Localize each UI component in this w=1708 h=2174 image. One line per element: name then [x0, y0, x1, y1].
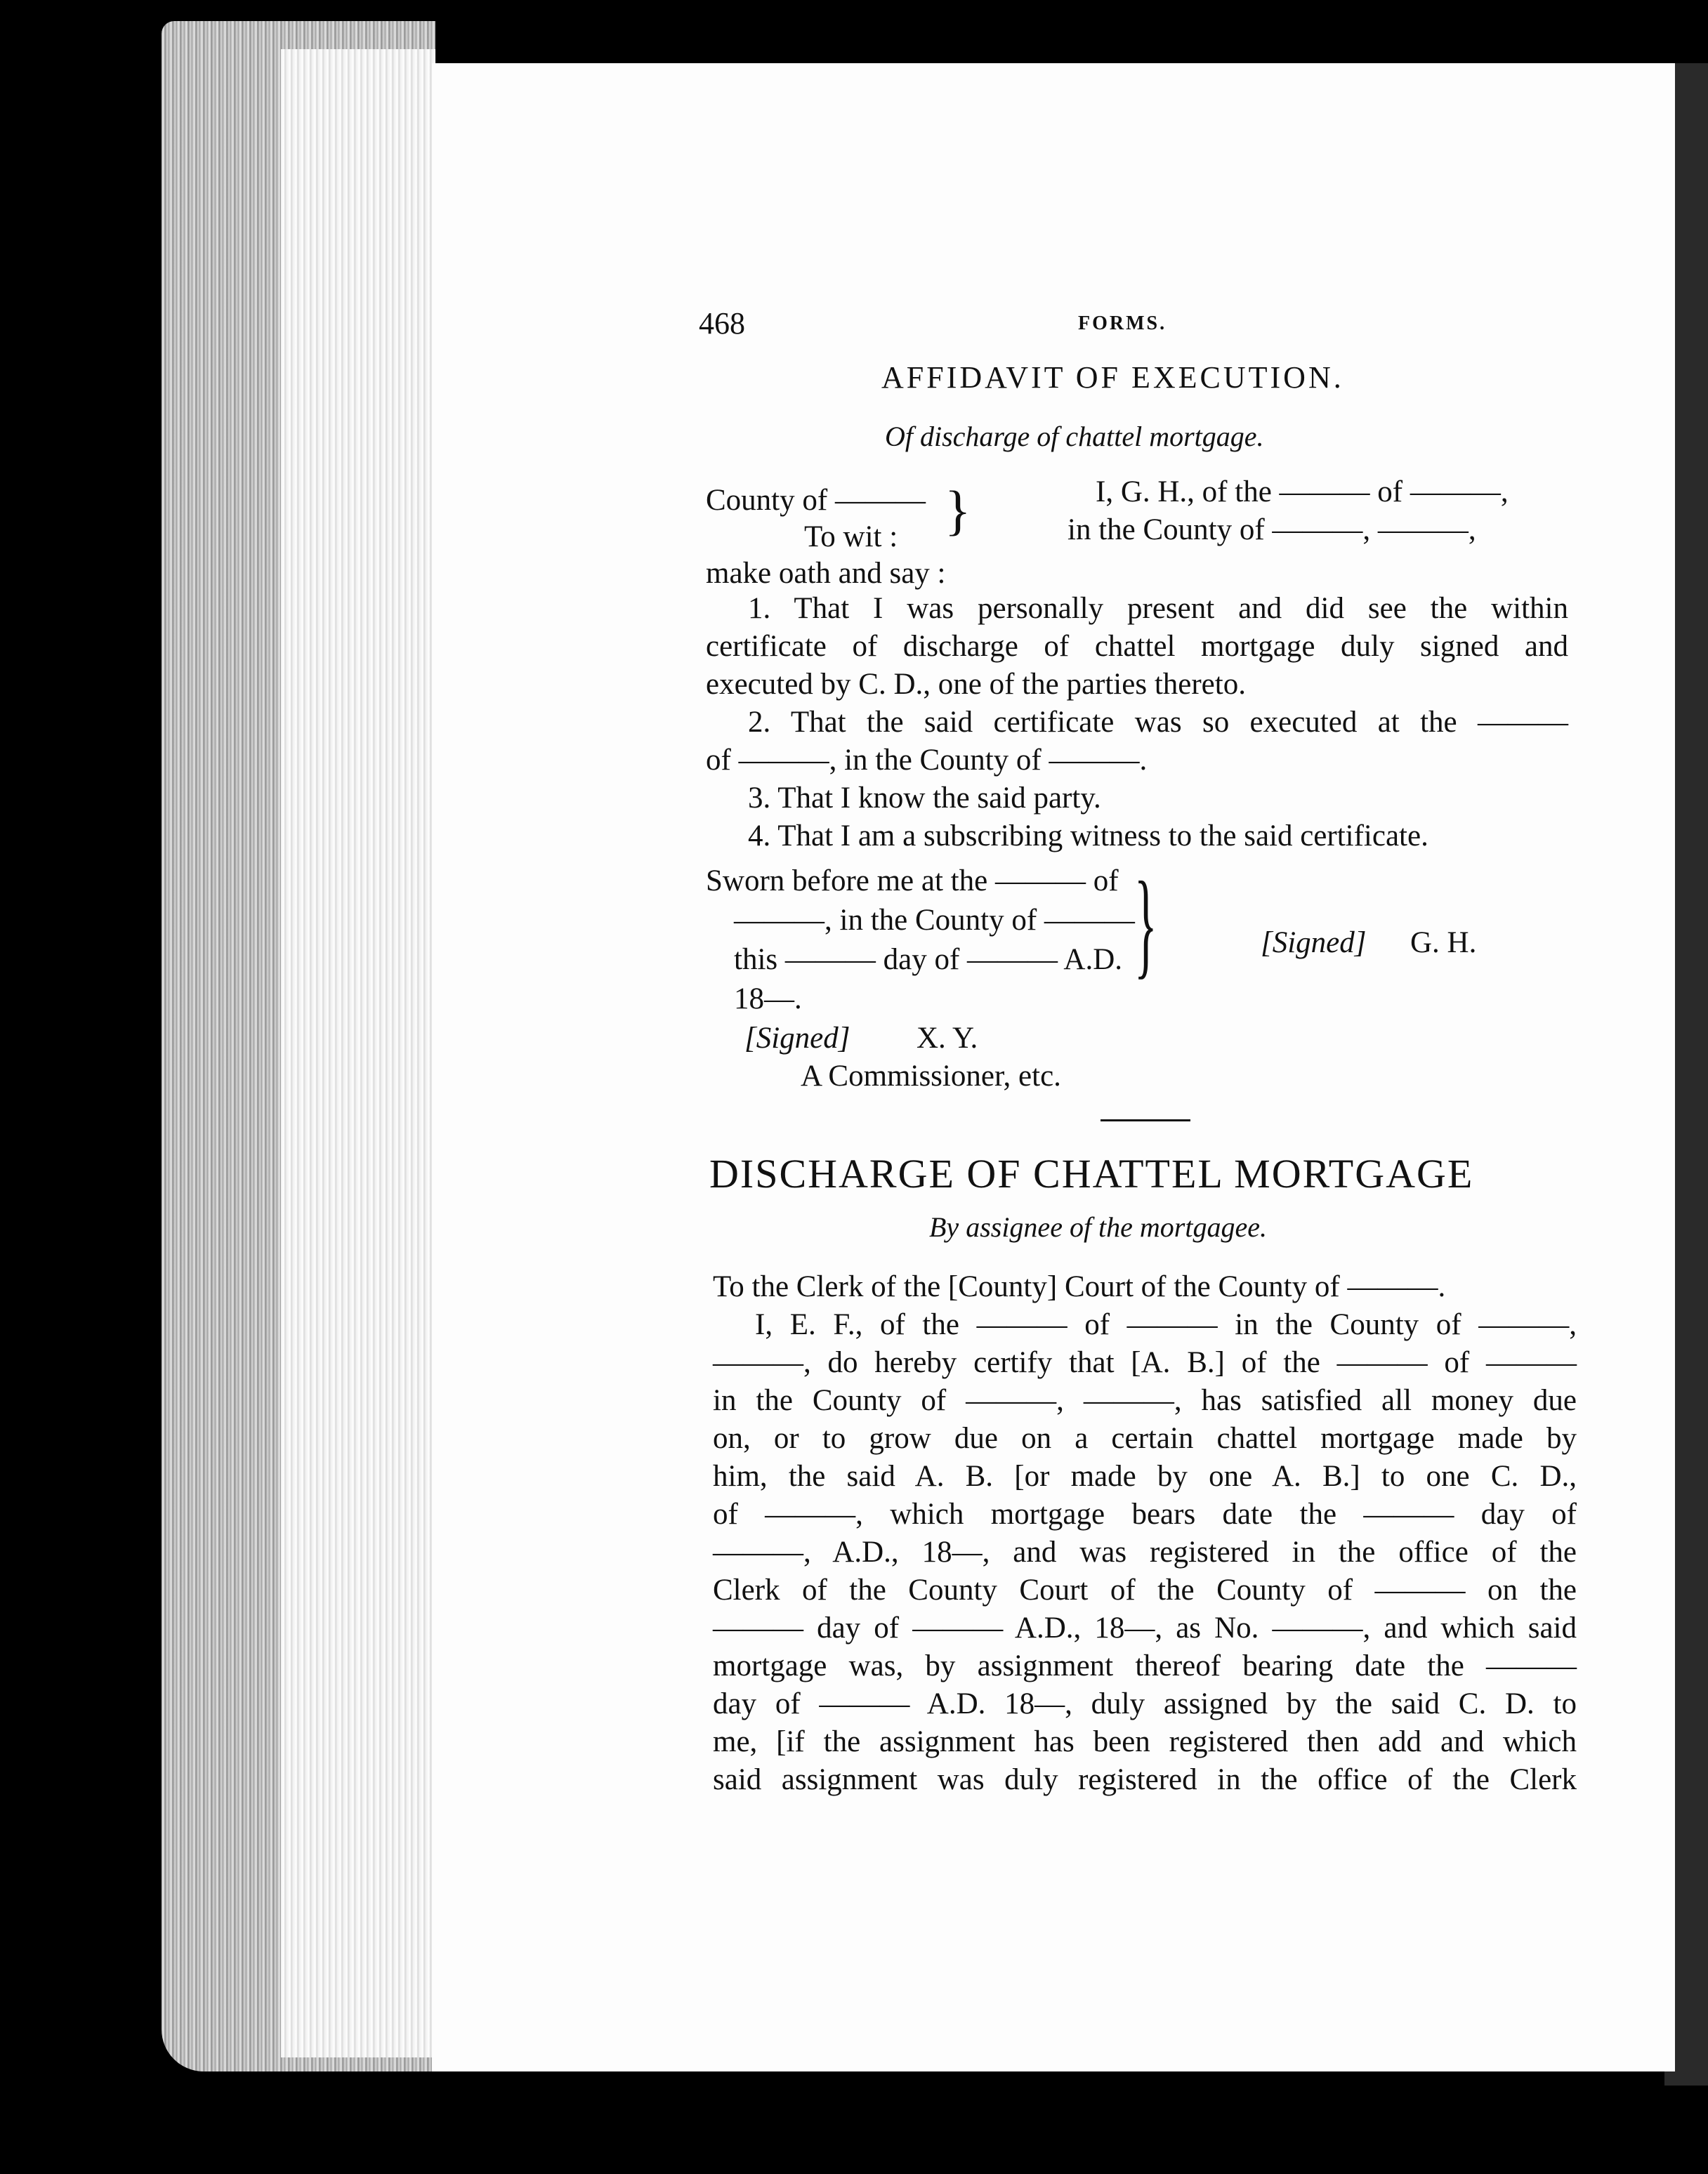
paragraph-2-line-2: of ———, in the County of ———.: [706, 744, 1148, 777]
discharge-line-11: mortgage was, by assignment thereof bearing date the ———: [713, 1649, 1577, 1682]
jurat-line-2: ———, in the County of ———: [734, 904, 1135, 937]
discharge-line-9: Clerk of the County Court of the County of ——— on the: [713, 1574, 1577, 1607]
discharge-subtitle: By assignee of the mortgagee.: [929, 1211, 1267, 1243]
discharge-line-4: in the County of ———, ———, has satisfied all money due: [713, 1384, 1577, 1417]
discharge-line-7: of ———, which mortgage bears date the ——— day of: [713, 1498, 1577, 1531]
signed-label-right: [Signed]: [1261, 926, 1367, 959]
running-head: FORMS.: [1078, 312, 1167, 334]
caption-line-2: in the County of ———, ———,: [1068, 513, 1476, 546]
paragraph-1-line-3: executed by C. D., one of the parties thereto.: [706, 668, 1246, 701]
discharge-line-1: To the Clerk of the [County] Court of the County of ———.: [713, 1270, 1446, 1303]
commissioner-title: A Commissioner, etc.: [801, 1060, 1061, 1093]
section-divider: [1101, 1119, 1190, 1121]
affidavit-subtitle: Of discharge of chattel mortgage.: [885, 421, 1264, 452]
page-number: 468: [699, 306, 745, 341]
discharge-line-10: ——— day of ——— A.D., 18—, as No. ———, and which said: [713, 1612, 1577, 1645]
paragraph-1-line-1: 1. That I was personally present and did see the within: [748, 592, 1568, 625]
affidavit-title: AFFIDAVIT OF EXECUTION.: [881, 360, 1344, 395]
jurat-line-1: Sworn before me at the ——— of: [706, 864, 1119, 897]
paragraph-2-line-1: 2. That the said certificate was so executed at the ———: [748, 706, 1568, 739]
venue-to-wit: To wit :: [804, 520, 898, 553]
discharge-title: DISCHARGE OF CHATTEL MORTGAGE: [709, 1151, 1474, 1197]
discharge-line-12: day of ——— A.D. 18—, duly assigned by the said C. D. to: [713, 1687, 1577, 1720]
venue-county: County of ———: [706, 484, 926, 517]
venue-brace: }: [945, 480, 971, 541]
caption-line-1: I, G. H., of the ——— of ———,: [1096, 475, 1509, 508]
signed-name-right: G. H.: [1410, 926, 1477, 959]
jurat-line-4: 18—.: [734, 982, 802, 1015]
page-edges-light: [281, 49, 435, 2057]
discharge-line-8: ———, A.D., 18—, and was registered in the office of the: [713, 1536, 1577, 1569]
paragraph-4: 4. That I am a subscribing witness to the said certificate.: [748, 819, 1428, 852]
discharge-line-3: ———, do hereby certify that [A. B.] of the ——— of ———: [713, 1346, 1577, 1379]
discharge-line-13: me, [if the assignment has been registered then add and which: [713, 1725, 1577, 1758]
commissioner-name: X. Y.: [917, 1022, 978, 1055]
commissioner-signed-label: [Signed]: [744, 1022, 850, 1055]
book-page: [432, 63, 1675, 2071]
discharge-line-2: I, E. F., of the ——— of ——— in the County of ———,: [755, 1308, 1577, 1341]
paragraph-1-line-2: certificate of discharge of chattel mortgage duly signed and: [706, 630, 1568, 663]
jurat-brace: }: [1134, 857, 1157, 989]
paragraph-3: 3. That I know the said party.: [748, 782, 1101, 815]
make-oath: make oath and say :: [706, 557, 946, 590]
jurat-line-3: this ——— day of ——— A.D.: [734, 943, 1123, 976]
discharge-line-5: on, or to grow due on a certain chattel mortgage made by: [713, 1422, 1577, 1455]
discharge-line-6: him, the said A. B. [or made by one A. B.] to one C. D.,: [713, 1460, 1577, 1493]
discharge-line-14: said assignment was duly registered in the office of the Clerk: [713, 1763, 1577, 1796]
